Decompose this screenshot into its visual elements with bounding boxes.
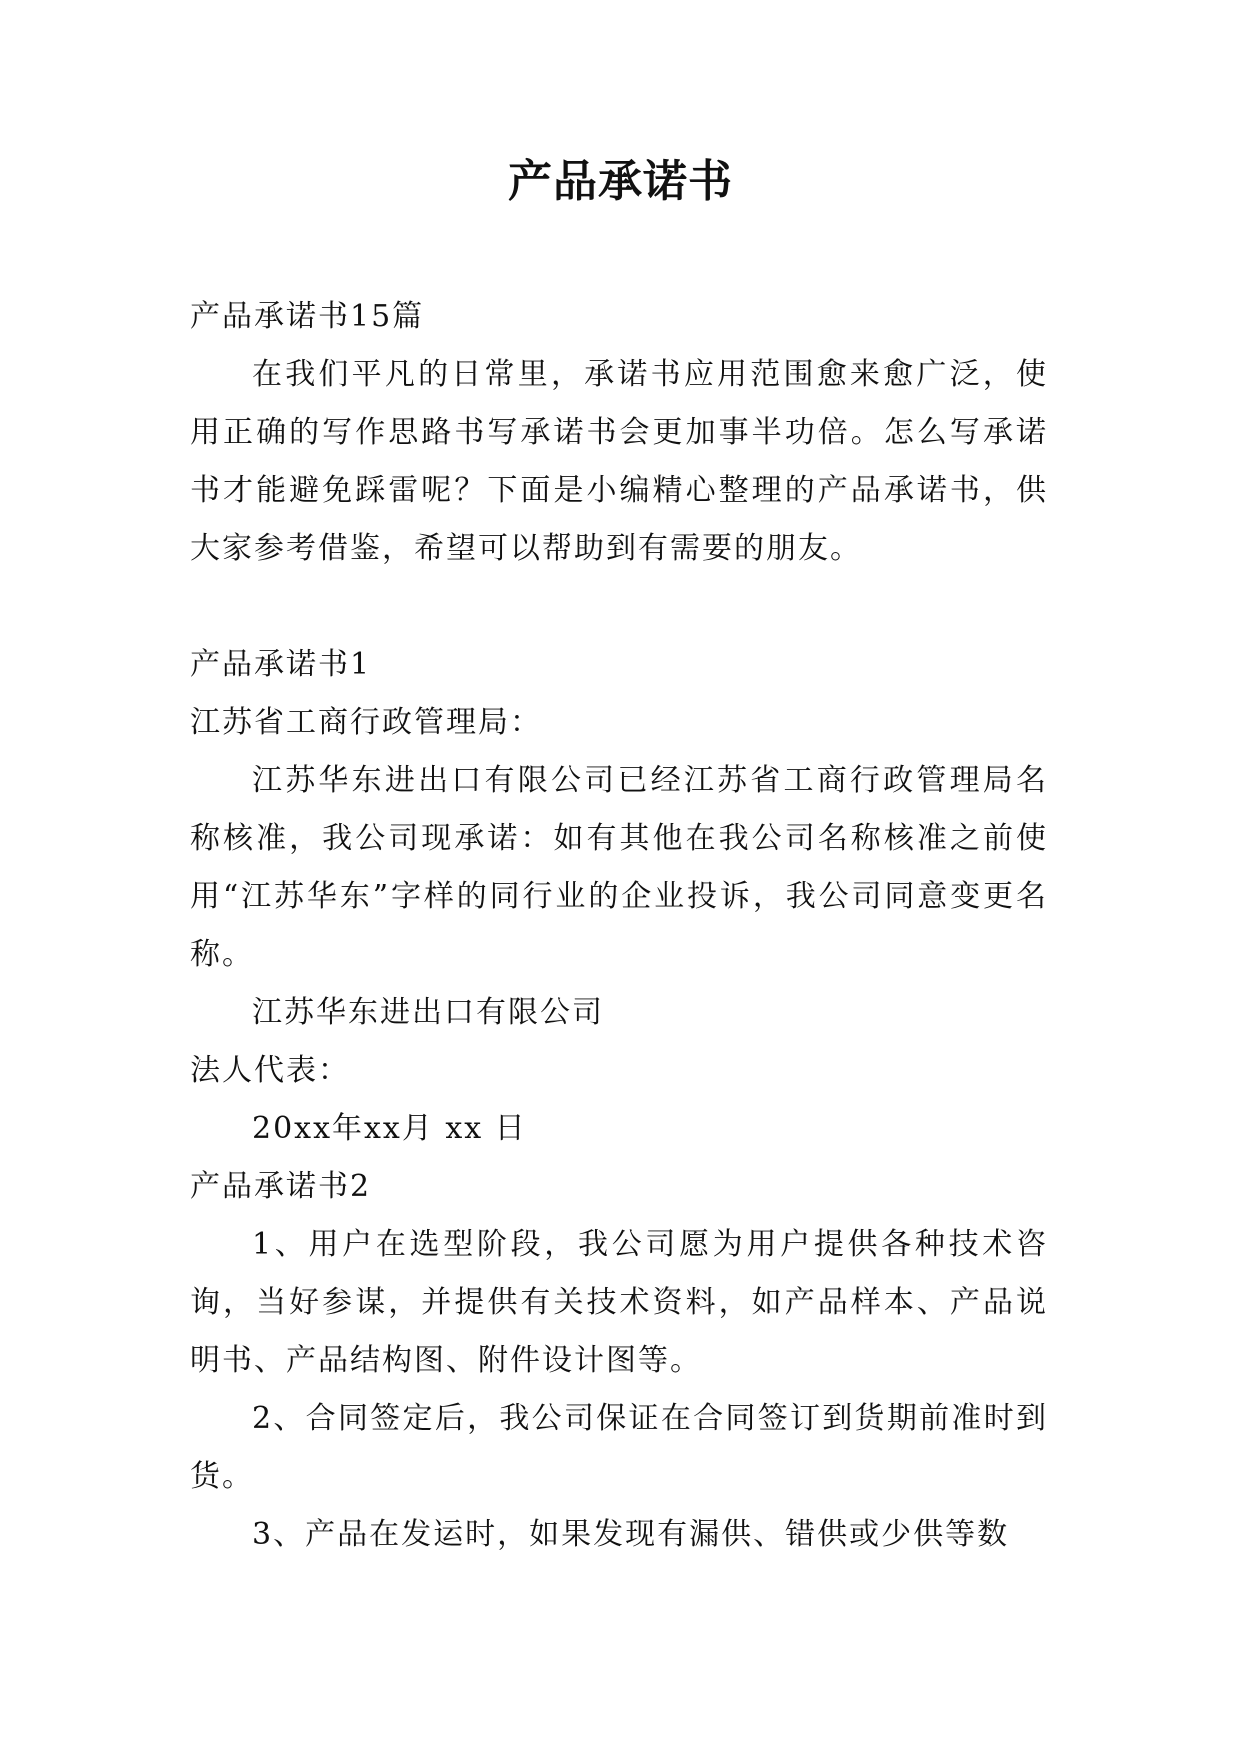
commitment-paragraph: 江苏华东进出口有限公司已经江苏省工商行政管理局名称核准，我公司现承诺：如有其他在我公司名称核准之前使用“江苏华东”字样的同行业的企业投诉，我公司同意变更名称。 <box>190 763 1048 972</box>
date-line: 20xx年xx月 xx 日 <box>252 1111 527 1146</box>
list-item-1: 1、用户在选型阶段，我公司愿为用户提供各种技术咨询，当好参谋，并提供有关技术资料，如产品样本、产品说明书、产品结构图、附件设计图等。 <box>190 1227 1048 1378</box>
subtitle-line: 产品承诺书15篇 <box>190 299 425 334</box>
section-heading-1: 产品承诺书1 <box>190 647 372 682</box>
legal-representative-line: 法人代表： <box>190 1053 350 1088</box>
addressee-line: 江苏省工商行政管理局： <box>190 705 542 740</box>
document-body <box>190 288 1048 1564</box>
company-signature-line: 江苏华东进出口有限公司 <box>252 995 604 1030</box>
intro-paragraph: 在我们平凡的日常里，承诺书应用范围愈来愈广泛，使用正确的写作思路书写承诺书会更加事半功倍。怎么写承诺书才能避免踩雷呢？下面是小编精心整理的产品承诺书，供大家参考借鉴，希望可以帮助到有需要的朋友。 <box>190 357 1048 566</box>
list-item-2: 2、合同签定后，我公司保证在合同签订到货期前准时到货。 <box>190 1401 1048 1494</box>
document-title: 产品承诺书 <box>508 156 733 207</box>
list-item-3: 3、产品在发运时，如果发现有漏供、错供或少供等数 <box>252 1517 1010 1552</box>
section-heading-2: 产品承诺书2 <box>190 1169 372 1204</box>
